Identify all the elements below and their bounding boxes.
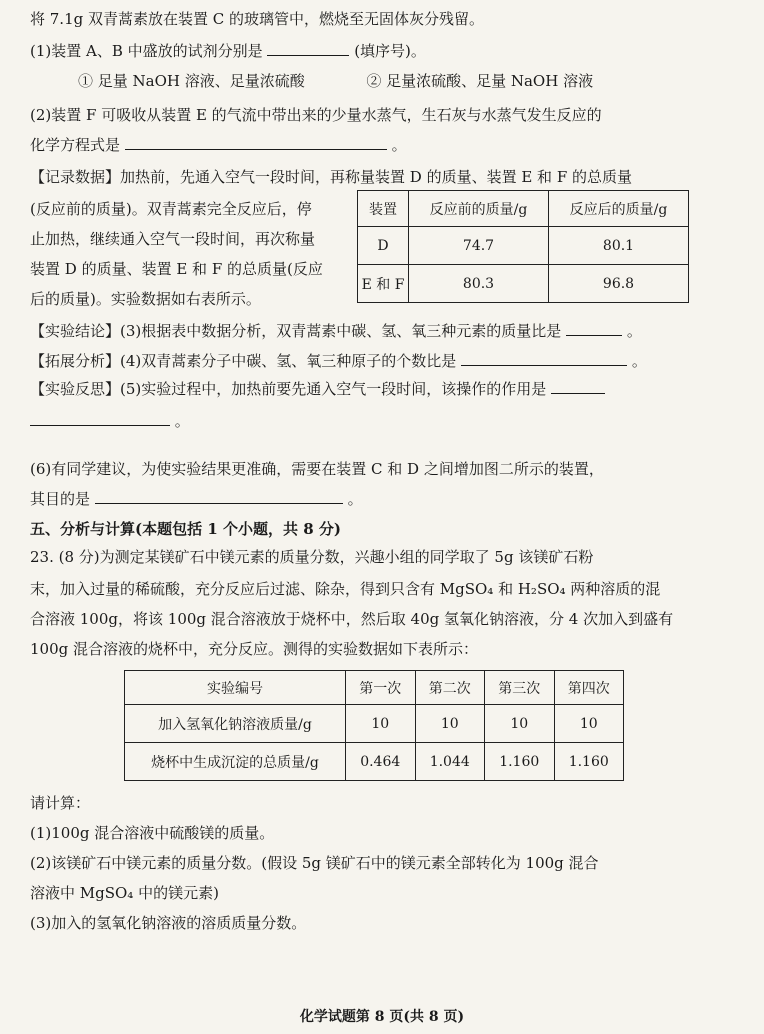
question-1 bbox=[30, 40, 724, 62]
question-2a: (2)装置 F 可吸收从装置 E 的气流中带出来的少量水蒸气，生石灰与水蒸气发生反应的 bbox=[30, 106, 602, 124]
problem-23-line-2: 末，加入过量的稀硫酸，充分反应后过滤、除杂，得到只含有 MgSO₄ 和 H₂SO₄ 两种溶质的混 bbox=[30, 580, 661, 598]
mass-table-cell: 96.8 bbox=[549, 265, 689, 303]
question-5-text: 【实验反思】(5)实验过程中，加热前要先通入空气一段时间，该操作的作用是 bbox=[30, 380, 547, 398]
question-2b-tail: 。 bbox=[391, 136, 407, 154]
mass-table-header: 反应前的质量/g bbox=[409, 191, 549, 227]
mass-table-cell: 80.1 bbox=[549, 227, 689, 265]
experiment-table-header: 第二次 bbox=[415, 671, 485, 705]
mass-table-cell: 74.7 bbox=[409, 227, 549, 265]
mass-table-header: 装置 bbox=[358, 191, 409, 227]
record-line-5: 后的质量)。实验数据如右表所示。 bbox=[30, 290, 261, 308]
record-line-3: 止加热，继续通入空气一段时间，再次称量 bbox=[30, 230, 316, 248]
question-6b bbox=[30, 488, 724, 510]
question-3 bbox=[30, 320, 724, 342]
record-line-1: 【记录数据】加热前，先通入空气一段时间，再称量装置 D 的质量、装置 E 和 F 的总质量 bbox=[30, 168, 632, 186]
question-2b bbox=[30, 134, 724, 156]
calc-item-2a: (2)该镁矿石中镁元素的质量分数。(假设 5g 镁矿石中的镁元素全部转化为 100g 混合 bbox=[30, 854, 599, 872]
experiment-table-cell: 1.160 bbox=[485, 743, 555, 781]
question-1-tail: (填序号)。 bbox=[354, 42, 426, 60]
question-2b-text: 化学方程式是 bbox=[30, 136, 121, 154]
experiment-table-header: 第四次 bbox=[554, 671, 624, 705]
question-6b-tail: 。 bbox=[347, 490, 363, 508]
experiment-table-cell: 10 bbox=[346, 705, 416, 743]
calc-item-3: (3)加入的氢氧化钠溶液的溶质质量分数。 bbox=[30, 914, 307, 932]
experiment-table-cell: 加入氢氧化钠溶液质量/g bbox=[125, 705, 346, 743]
answer-blank-1[interactable] bbox=[267, 41, 349, 56]
question-5 bbox=[30, 378, 724, 400]
experiment-table-cell: 10 bbox=[415, 705, 485, 743]
answer-blank-4[interactable] bbox=[461, 351, 627, 366]
intro-line: 将 7.1g 双青蒿素放在装置 C 的玻璃管中，燃烧至无固体灰分残留。 bbox=[30, 10, 485, 28]
question-4-tail: 。 bbox=[631, 352, 647, 370]
question-3-tail: 。 bbox=[626, 322, 642, 340]
experiment-table-header: 第三次 bbox=[485, 671, 555, 705]
mass-table-header: 反应后的质量/g bbox=[549, 191, 689, 227]
section-title: 五、分析与计算(本题包括 1 个小题，共 8 分) bbox=[30, 520, 341, 538]
mass-table-cell: E 和 F bbox=[358, 265, 409, 303]
experiment-table-header: 实验编号 bbox=[125, 671, 346, 705]
experiment-table-header: 第一次 bbox=[346, 671, 416, 705]
option-1: ① 足量 NaOH 溶液、足量浓硫酸 bbox=[78, 72, 305, 90]
answer-blank-5b[interactable] bbox=[30, 411, 170, 426]
calc-item-1: (1)100g 混合溶液中硫酸镁的质量。 bbox=[30, 824, 275, 842]
option-2: ② 足量浓硫酸、足量 NaOH 溶液 bbox=[366, 72, 594, 90]
experiment-table-cell: 烧杯中生成沉淀的总质量/g bbox=[125, 743, 346, 781]
mass-table bbox=[357, 190, 689, 303]
experiment-table-cell: 0.464 bbox=[346, 743, 416, 781]
problem-23-line-1: 23. (8 分)为测定某镁矿石中镁元素的质量分数，兴趣小组的同学取了 5g 该镁矿石粉 bbox=[30, 548, 594, 566]
question-3-text: 【实验结论】(3)根据表中数据分析，双青蒿素中碳、氢、氧三种元素的质量比是 bbox=[30, 322, 562, 340]
question-6b-text: 其目的是 bbox=[30, 490, 91, 508]
calc-heading: 请计算： bbox=[30, 794, 91, 812]
page-footer: 化学试题第 8 页(共 8 页) bbox=[299, 1009, 465, 1025]
record-line-4: 装置 D 的质量、装置 E 和 F 的总质量(反应 bbox=[30, 260, 323, 278]
question-5-tail: 。 bbox=[174, 412, 190, 430]
problem-23-line-4: 100g 混合溶液的烧杯中，充分反应。测得的实验数据如下表所示： bbox=[30, 640, 479, 658]
mass-table-cell: D bbox=[358, 227, 409, 265]
mass-table-cell: 80.3 bbox=[409, 265, 549, 303]
question-6a: (6)有同学建议，为使实验结果更准确，需要在装置 C 和 D 之间增加图二所示的装置， bbox=[30, 460, 604, 478]
answer-blank-2[interactable] bbox=[125, 135, 387, 150]
question-1-text: (1)装置 A、B 中盛放的试剂分别是 bbox=[30, 42, 263, 60]
question-1-options bbox=[78, 70, 724, 92]
calc-item-2b: 溶液中 MgSO₄ 中的镁元素) bbox=[30, 884, 219, 902]
experiment-table bbox=[124, 670, 624, 781]
experiment-table-cell: 1.044 bbox=[415, 743, 485, 781]
answer-blank-3[interactable] bbox=[566, 321, 622, 336]
answer-blank-6[interactable] bbox=[95, 489, 343, 504]
record-line-2: (反应前的质量)。双青蒿素完全反应后，停 bbox=[30, 200, 312, 218]
experiment-table-cell: 1.160 bbox=[554, 743, 624, 781]
question-4-text: 【拓展分析】(4)双青蒿素分子中碳、氢、氧三种原子的个数比是 bbox=[30, 352, 457, 370]
experiment-table-cell: 10 bbox=[485, 705, 555, 743]
answer-blank-5a[interactable] bbox=[551, 379, 605, 394]
question-5-cont bbox=[30, 410, 724, 432]
problem-23-line-3: 合溶液 100g，将该 100g 混合溶液放于烧杯中，然后取 40g 氢氧化钠溶液，分 4 次加入到盛有 bbox=[30, 610, 674, 628]
question-4 bbox=[30, 350, 724, 372]
experiment-table-cell: 10 bbox=[554, 705, 624, 743]
